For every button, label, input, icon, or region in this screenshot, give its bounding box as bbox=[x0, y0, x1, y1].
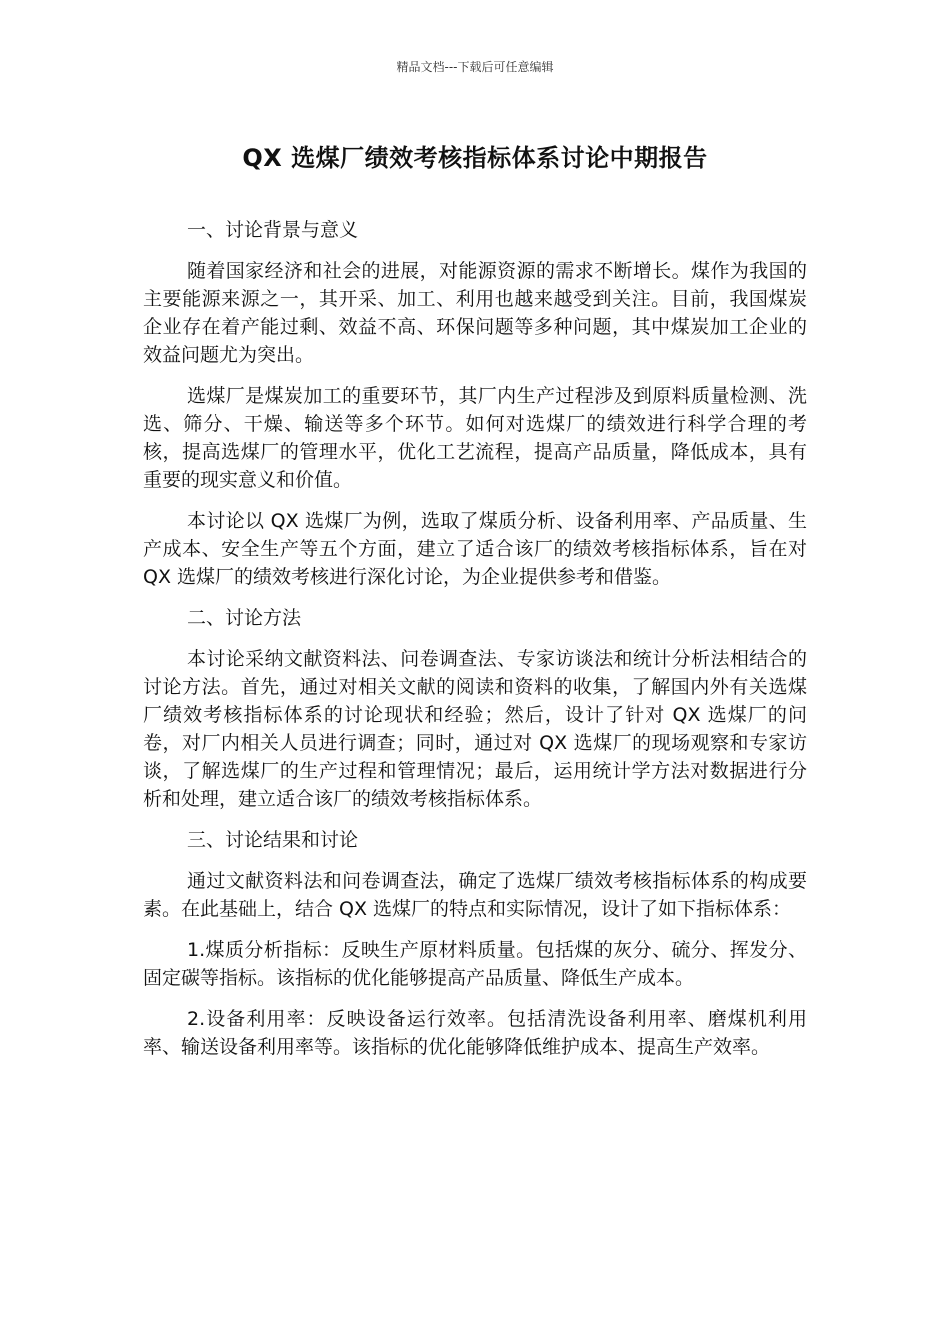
document-title: QX 选煤厂绩效考核指标体系讨论中期报告 bbox=[242, 144, 708, 172]
document-body bbox=[143, 216, 807, 1074]
page-header: 精品文档---下载后可任意编辑 bbox=[396, 60, 554, 74]
section-heading: 一、讨论背景与意义 bbox=[187, 219, 359, 241]
paragraph: 通过文献资料法和问卷调查法，确定了选煤厂绩效考核指标体系的构成要素。在此基础上，结合 QX 选煤厂的特点和实际情况，设计了如下指标体系： bbox=[143, 870, 807, 920]
section-background bbox=[143, 216, 807, 591]
paragraph: 选煤厂是煤炭加工的重要环节，其厂内生产过程涉及到原料质量检测、洗选、筛分、干燥、输送等多个环节。如何对选煤厂的绩效进行科学合理的考核，提高选煤厂的管理水平，优化工艺流程，提高产品质量，降低成本，具有重要的现实意义和价值。 bbox=[143, 385, 807, 491]
section-results bbox=[143, 826, 807, 1061]
section-heading: 三、讨论结果和讨论 bbox=[187, 829, 359, 851]
paragraph: 本讨论采纳文献资料法、问卷调查法、专家访谈法和统计分析法相结合的讨论方法。首先，通过对相关文献的阅读和资料的收集，了解国内外有关选煤厂绩效考核指标体系的讨论现状和经验；然后，设计了针对 QX 选煤厂的问卷，对厂内相关人员进行调查；同时，通过对 QX 选煤厂的现场观察和专家访谈，了解选煤厂的生产过程和管理情况；最后，运用统计学方法对数据进行分析和处理，建立适合该厂的绩效考核指标体系。 bbox=[143, 648, 807, 810]
paragraph: 随着国家经济和社会的进展，对能源资源的需求不断增长。煤作为我国的主要能源来源之一，其开采、加工、利用也越来越受到关注。目前，我国煤炭企业存在着产能过剩、效益不高、环保问题等多种问题，其中煤炭加工企业的效益问题尤为突出。 bbox=[143, 260, 807, 366]
paragraph: 本讨论以 QX 选煤厂为例，选取了煤质分析、设备利用率、产品质量、生产成本、安全生产等五个方面，建立了适合该厂的绩效考核指标体系，旨在对 QX 选煤厂的绩效考核进行深化讨论，为企业提供参考和借鉴。 bbox=[143, 510, 807, 588]
section-heading: 二、讨论方法 bbox=[187, 607, 302, 629]
list-item-paragraph: 1.煤质分析指标：反映生产原材料质量。包括煤的灰分、硫分、挥发分、固定碳等指标。该指标的优化能够提高产品质量、降低生产成本。 bbox=[143, 939, 807, 989]
list-item-paragraph: 2.设备利用率：反映设备运行效率。包括清洗设备利用率、磨煤机利用率、输送设备利用率等。该指标的优化能够降低维护成本、提高生产效率。 bbox=[143, 1008, 807, 1058]
section-method bbox=[143, 604, 807, 813]
